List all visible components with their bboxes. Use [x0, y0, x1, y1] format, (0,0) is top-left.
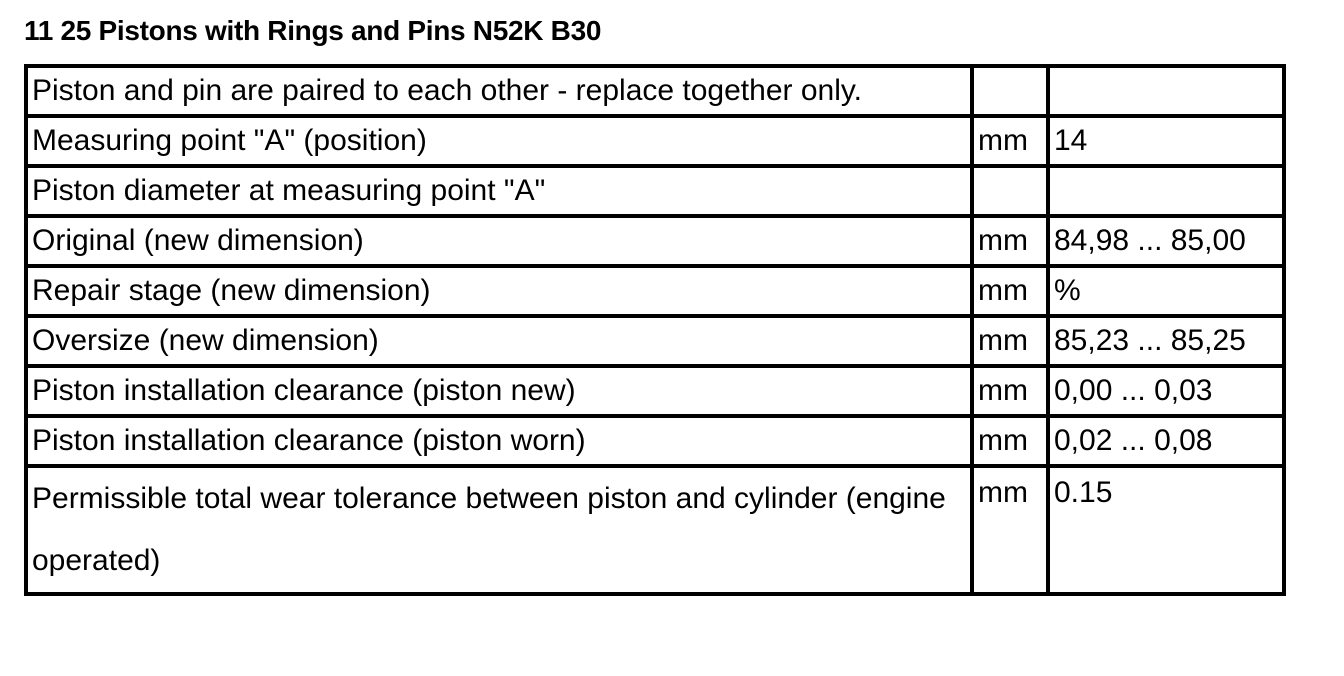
document-title: 11 25 Pistons with Rings and Pins N52K B30: [24, 15, 602, 46]
row-unit: mm: [972, 266, 1048, 316]
row-value: [1048, 66, 1284, 116]
table-row: [26, 266, 1284, 316]
row-description: Measuring point "A" (position): [26, 116, 972, 166]
row-unit: mm: [972, 316, 1048, 366]
table-row: [26, 66, 1284, 116]
row-description: Piston diameter at measuring point "A": [26, 166, 972, 216]
table-row: [26, 216, 1284, 266]
row-value: %: [1048, 266, 1284, 316]
row-value: 0,00 ... 0,03: [1048, 366, 1284, 416]
table-row: [26, 316, 1284, 366]
row-unit: mm: [972, 466, 1048, 594]
row-unit: mm: [972, 216, 1048, 266]
table-row: [26, 366, 1284, 416]
row-description: Oversize (new dimension): [26, 316, 972, 366]
row-unit: mm: [972, 416, 1048, 466]
row-value: 85,23 ... 85,25: [1048, 316, 1284, 366]
row-description: Repair stage (new dimension): [26, 266, 972, 316]
row-description: Piston and pin are paired to each other - replace together only.: [26, 66, 972, 116]
table-row: [26, 116, 1284, 166]
table-row: [26, 466, 1284, 594]
row-description: Original (new dimension): [26, 216, 972, 266]
row-unit: [972, 166, 1048, 216]
row-value: 14: [1048, 116, 1284, 166]
row-value: 0,02 ... 0,08: [1048, 416, 1284, 466]
row-description: Piston installation clearance (piston new): [26, 366, 972, 416]
row-description: Piston installation clearance (piston worn): [26, 416, 972, 466]
table-row: [26, 416, 1284, 466]
row-description: Permissible total wear tolerance between piston and cylinder (engine operated): [26, 466, 972, 594]
table-row: [26, 166, 1284, 216]
row-value: 84,98 ... 85,00: [1048, 216, 1284, 266]
row-value: 0.15: [1048, 466, 1284, 594]
row-unit: mm: [972, 366, 1048, 416]
spec-table: [24, 64, 1286, 596]
row-unit: mm: [972, 116, 1048, 166]
row-value: [1048, 166, 1284, 216]
row-unit: [972, 66, 1048, 116]
